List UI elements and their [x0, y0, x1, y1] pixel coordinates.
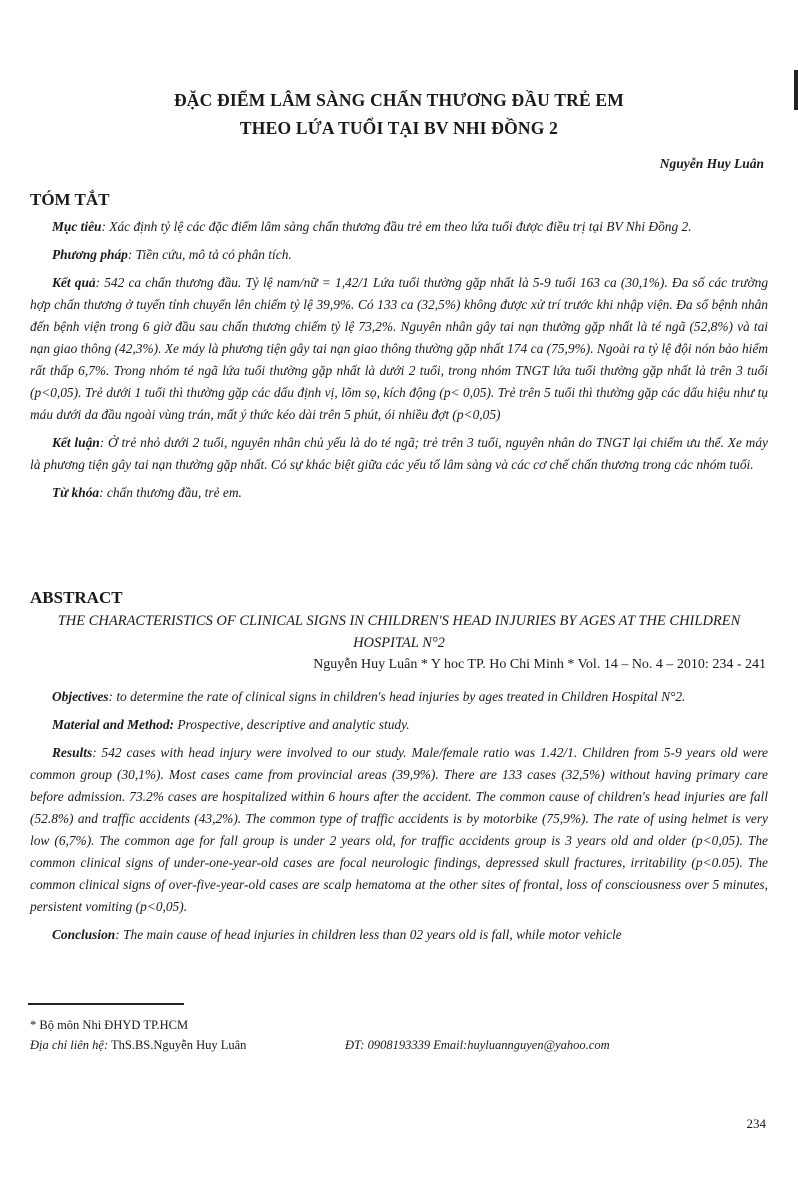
keywords-paragraph: Từ khóa: chấn thương đầu, trẻ em. — [52, 485, 242, 500]
footnote-contact: Địa chỉ liên hệ: ThS.BS.Nguyễn Huy Luân — [30, 1038, 247, 1052]
heading-abstract: ABSTRACT — [30, 588, 123, 607]
footnote-affiliation: * Bộ môn Nhi ĐHYD TP.HCM — [30, 1018, 189, 1032]
objective-paragraph: Mục tiêu: Xác định tỷ lệ các đặc điểm lâm sàng chấn thương đầu trẻ em theo lứa tuổi được điều trị tại BV Nhi Đồng 2. — [52, 219, 692, 234]
conclusion-paragraph: Kết luận: Ở trẻ nhỏ dưới 2 tuổi, nguyên nhân chủ yếu là do té ngã; trẻ trên 3 tuổi, nguyên nhân do TNGT lại chiếm ưu thế. Xe máy là phương tiện gây tai nạn thường gặp nhất. Có sự khác biệt giữa các yếu tố lâm sàng và các cơ chế chấn thương trong các nhóm tuổi. — [30, 435, 768, 472]
results-paragraph: Kết quả: 542 ca chấn thương đầu. Tỷ lệ nam/nữ = 1,42/1 Lứa tuổi thường gặp nhất là 5-9 tuổi 163 ca (30,1%). Đa số các trường hợp chấn thương ở tuyến tỉnh chuyển lên chiếm tỷ lệ 39,9%. Có 133 ca (32,5%) không được xử trí trước khi nhập viện. Đa số bệnh nhân đến bệnh viện trong 6 giờ đầu sau chấn thương chiếm tỷ lệ 73,2%. Nguyên nhân gây tai nạn thường gặp nhất là té ngã (52,8%) và tai nạn giao thông (42,3%). Xe máy là phương tiện gây tai nạn giao thông thường gặp nhất 174 ca (75,9%). Ngoài ra tỷ lệ đội nón bảo hiểm rất thấp 6,7%. Trong nhóm té ngã lứa tuổi thường gặp nhất là dưới 2 tuổi, trong nhóm TNGT lứa tuổi thường gặp nhất là trên 3 tuổi (p<0,05). Trẻ dưới 1 tuổi thì thường gặp các dấu định vị, lõm sọ, kích động (p< 0,05). Trẻ trên 5 tuổi thì thường gặp các dấu hiệu như tụ máu dưới da đầu ngoài vùng trán, mất ý thức kéo dài trên 5 phút, ói nhiều đợt (p<0,05) — [30, 275, 769, 422]
title-line-1: ĐẶC ĐIỂM LÂM SÀNG CHẤN THƯƠNG ĐẦU TRẺ EM — [173, 90, 625, 110]
title-line-2: THEO LỨA TUỔI TẠI BV NHI ĐỒNG 2 — [239, 118, 559, 138]
method-paragraph: Phương pháp: Tiền cứu, mô tả có phân tích. — [52, 247, 292, 262]
english-abstract — [30, 686, 768, 946]
citation: Nguyễn Huy Luân * Y hoc TP. Ho Chi Minh * Vol. 14 – No. 4 – 2010: 234 - 241 — [313, 657, 766, 672]
results-paragraph-en: Results: 542 cases with head injury were involved to our study. Male/female ratio was 1.42/1. Children from 5-9 years old were common group (30,1%). Most cases came from provincial areas (39,9%). There are 133 cases (32,5%) without having primary care before admission. 73.2% cases are hospitalized within 6 hours after the accident. The common cause of children's head injuries are fall (52.8%) and traffic accidents (43,2%). The common type of traffic accidents is by motorbike (75,9%). The rate of using helmet is very low (6,7%). The common age for fall group is under 2 years old, for traffic accidents group is 3 years old and older (p<0,05). The common clinical signs of under-one-year-old cases are focal neurologic findings, depressed skull fractures, irritability (p<0.05). The common clinical signs of over-five-year-old cases are scalp hematoma at the other sites of frontal, loss of consciousness over 5 minutes, persistent vomiting (p<0,05). — [30, 745, 768, 914]
vietnamese-abstract — [30, 216, 768, 504]
method-paragraph-en: Material and Method: Prospective, descriptive and analytic study. — [52, 717, 410, 732]
conclusion-paragraph-en: Conclusion: The main cause of head injuries in children less than 02 years old is fall, while motor vehicle — [52, 927, 622, 942]
author: Nguyễn Huy Luân — [659, 156, 764, 171]
footnote-rule — [28, 1003, 184, 1005]
footnote-phone-email: ĐT: 0908193339 Email:huyluannguyen@yahoo.com — [345, 1038, 610, 1052]
heading-tom-tat: TÓM TẮT — [30, 190, 110, 209]
email-link: huyluannguyen@yahoo.com — [467, 1038, 610, 1052]
objectives-paragraph: Objectives: to determine the rate of clinical signs in children's head injuries by ages treated in Children Hospital N°2. — [52, 689, 686, 704]
english-title: THE CHARACTERISTICS OF CLINICAL SIGNS IN CHILDREN'S HEAD INJURIES BY AGES AT THE CHILDREN HOSPITAL N°2 — [57, 613, 741, 651]
page-number: 234 — [746, 1116, 766, 1131]
